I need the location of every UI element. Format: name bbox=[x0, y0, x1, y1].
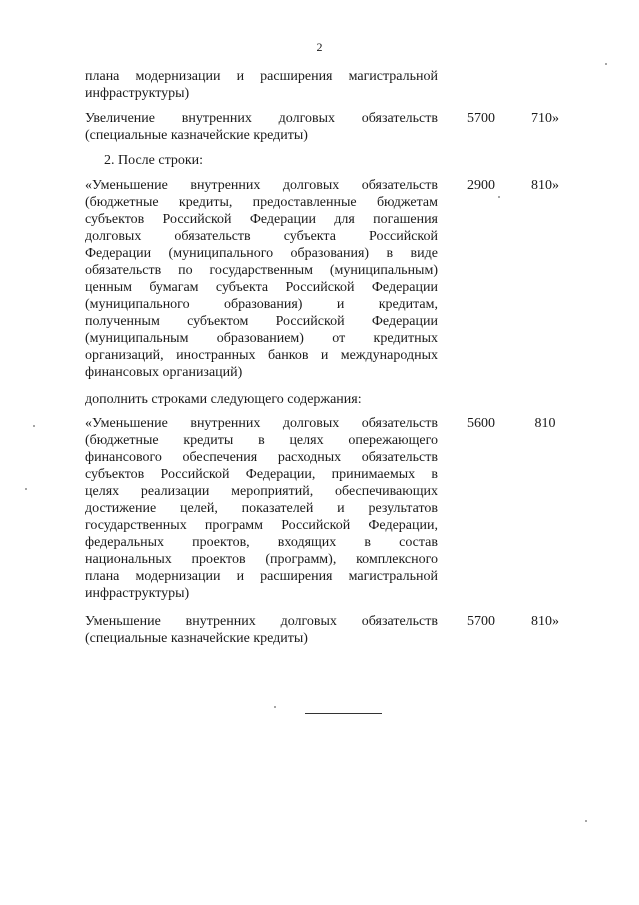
row-kind-code: 810» bbox=[531, 178, 559, 193]
text-line: (специальные казначейские кредиты) bbox=[85, 631, 308, 646]
text-line: обязательств по государственным (муниципальным) bbox=[85, 263, 438, 278]
scan-speck bbox=[274, 706, 276, 708]
scan-speck bbox=[25, 488, 27, 490]
new-special-row bbox=[85, 613, 575, 649]
scan-speck bbox=[33, 425, 35, 427]
closing-rule bbox=[305, 713, 382, 714]
text-line: Увеличение внутренних долговых обязательств bbox=[85, 111, 438, 126]
text-line: Уменьшение внутренних долговых обязательств bbox=[85, 614, 438, 629]
row-code: 2900 bbox=[467, 178, 495, 193]
text-line: национальных проектов (программ), комплексного bbox=[85, 552, 438, 567]
row-kind-code: 710» bbox=[531, 111, 559, 126]
text-line: (бюджетные кредиты, предоставленные бюджетам bbox=[85, 195, 438, 210]
text-line: федеральных проектов, входящих в состав bbox=[85, 535, 438, 550]
text-line: государственных программ Российской Федерации, bbox=[85, 518, 438, 533]
row-kind-code: 810» bbox=[531, 614, 559, 629]
text-line: ценным бумагам субъекта Российской Федерации bbox=[85, 280, 438, 295]
text-line: достижение целей, показателей и результатов bbox=[85, 501, 438, 516]
text-line: (муниципальным образованием) от кредитных bbox=[85, 331, 438, 346]
increase-special-row bbox=[85, 110, 575, 146]
row-code: 5700 bbox=[467, 111, 495, 126]
continuation-text bbox=[85, 68, 438, 102]
scan-speck bbox=[585, 820, 587, 822]
text-line: инфраструктуры) bbox=[85, 86, 190, 101]
row-description bbox=[85, 110, 438, 144]
row-code: 5700 bbox=[467, 614, 495, 629]
text-line: «Уменьшение внутренних долговых обязательств bbox=[85, 178, 438, 193]
supplement-intro: дополнить строками следующего содержания: bbox=[85, 392, 362, 407]
text-line: (бюджетные кредиты в целях опережающего bbox=[85, 433, 438, 448]
text-line: финансового обеспечения расходных обязательств bbox=[85, 450, 438, 465]
new-advance-row bbox=[85, 415, 575, 605]
text-line: инфраструктуры) bbox=[85, 586, 190, 601]
text-line: (специальные казначейские кредиты) bbox=[85, 128, 308, 143]
item-2-heading: 2. После строки: bbox=[104, 153, 204, 168]
row-code: 5600 bbox=[467, 416, 495, 431]
text-line: плана модернизации и расширения магистральной bbox=[85, 69, 438, 84]
scan-speck bbox=[498, 196, 500, 198]
reference-row bbox=[85, 177, 575, 385]
page-number: 2 bbox=[316, 40, 323, 54]
text-line: субъектов Российской Федерации для погашения bbox=[85, 212, 438, 227]
row-description bbox=[85, 415, 438, 602]
text-line: полученным субъектом Российской Федерации bbox=[85, 314, 438, 329]
text-line: плана модернизации и расширения магистральной bbox=[85, 569, 438, 584]
text-line: «Уменьшение внутренних долговых обязательств bbox=[85, 416, 438, 431]
row-kind-code: 810 bbox=[534, 416, 556, 431]
text-line: целях реализации мероприятий, обеспечивающих bbox=[85, 484, 438, 499]
row-description bbox=[85, 177, 438, 381]
row-description bbox=[85, 613, 438, 647]
scan-speck bbox=[605, 63, 607, 65]
text-line: долговых обязательств субъекта Российской bbox=[85, 229, 438, 244]
text-line: финансовых организаций) bbox=[85, 365, 243, 380]
text-line: организаций, иностранных банков и международных bbox=[85, 348, 438, 363]
text-line: субъектов Российской Федерации, принимаемых в bbox=[85, 467, 438, 482]
text-line: (муниципального образования) и кредитам, bbox=[85, 297, 438, 312]
continuation-row bbox=[85, 68, 575, 104]
text-line: Федерации (муниципального образования) в виде bbox=[85, 246, 438, 261]
